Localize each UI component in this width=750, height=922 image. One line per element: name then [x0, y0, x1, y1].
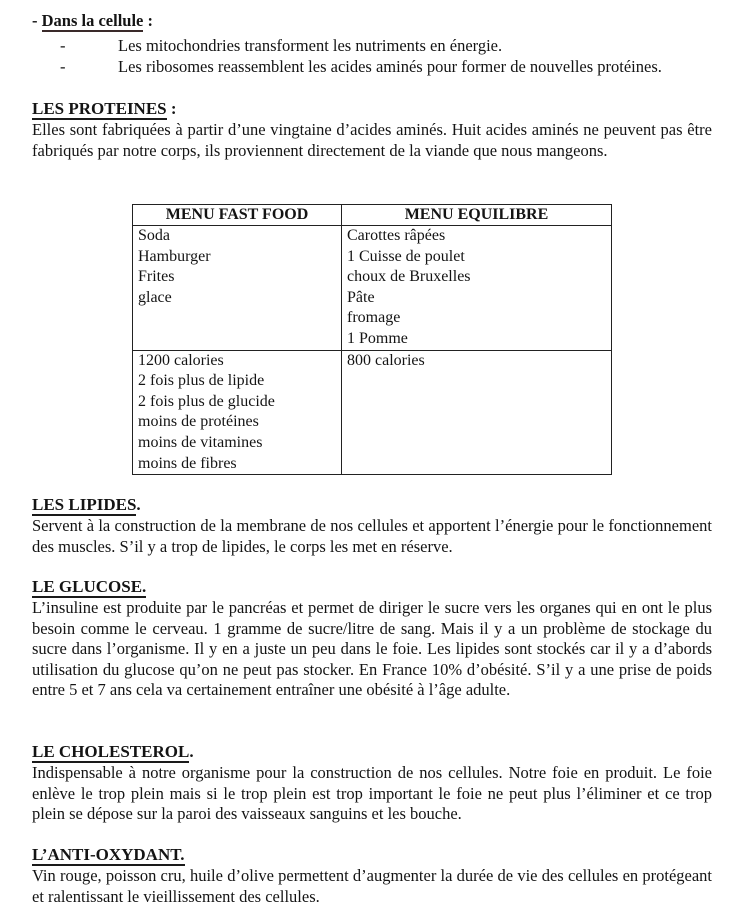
- section-title-proteines: [32, 99, 177, 120]
- menu-comparison-table: [132, 204, 612, 475]
- paragraph: Servent à la construction de la membrane de nos cellules et apportent l’énergie pour le fonctionnement des muscles. S’il y a trop de lipides, le corps les met en réserve.: [32, 516, 712, 556]
- cell-line: Carottes râpées: [347, 227, 446, 244]
- table-row: [133, 350, 612, 475]
- cell-line: 800 calories: [347, 351, 425, 369]
- column-header-equilibre: MENU EQUILIBRE: [342, 205, 612, 226]
- list-item: [60, 57, 662, 78]
- section-text-glucose: [32, 598, 712, 701]
- cell-line: 2 fois plus de lipide: [138, 372, 265, 390]
- table-row: [133, 226, 612, 351]
- section-text-lipides: [32, 516, 712, 557]
- intro-bullet-list: [60, 36, 662, 78]
- bullet-text: Les ribosomes reassemblent les acides aminés pour former de nouvelles protéines.: [118, 57, 662, 76]
- cell-line: moins de vitamines: [138, 433, 263, 451]
- paragraph: Vin rouge, poisson cru, huile d’olive permettent d’augmenter la durée de vie des cellules en protégeant et ralentissant le vieillissement des cellules.: [32, 866, 712, 906]
- list-item: [60, 36, 662, 57]
- table-cell-fast-food-facts: [133, 350, 342, 475]
- cell-line: fromage: [347, 309, 401, 327]
- section-title-lipides: [32, 495, 141, 516]
- section-title-suffix: :: [166, 99, 177, 118]
- cell-line: moins de fibres: [138, 454, 237, 472]
- section-title-antioxydant: [32, 845, 185, 866]
- paragraph: Elles sont fabriquées à partir d’une vingtaine d’acides aminés. Huit acides aminés ne peuvent pas être fabriqués par notre corps, ils proviennent directement de la viande que nous mangeons.: [32, 120, 712, 160]
- section-title-text: LE GLUCOSE.: [32, 577, 147, 596]
- bullet-dash: -: [60, 57, 66, 76]
- section-title-text: LES LIPIDES: [32, 495, 137, 514]
- cell-line: Soda: [138, 227, 170, 244]
- section-title-glucose: [32, 577, 146, 598]
- cell-line: 1 Pomme: [347, 329, 408, 347]
- column-header-fast-food: MENU FAST FOOD: [133, 205, 342, 226]
- section-title-text: LE CHOLESTEROL: [32, 742, 190, 761]
- bullet-dash: -: [60, 36, 66, 55]
- table-cell-equilibre-facts: [342, 350, 612, 475]
- cell-line: 2 fois plus de glucide: [138, 392, 275, 410]
- section-title-text: LES PROTEINES: [32, 99, 167, 118]
- cell-line: 1200 calories: [138, 351, 224, 369]
- section-title-cholesterol: [32, 742, 194, 763]
- table-cell-equilibre-items: [342, 226, 612, 351]
- section-text-proteines: [32, 120, 712, 161]
- section-title-text: L’ANTI-OXYDANT.: [32, 845, 185, 864]
- cell-line: Hamburger: [138, 247, 211, 265]
- intro-suffix: :: [143, 11, 153, 30]
- intro-heading-text: Dans la cellule: [41, 11, 144, 30]
- cell-line: Pâte: [347, 288, 375, 306]
- cell-line: 1 Cuisse de poulet: [347, 247, 465, 265]
- paragraph: L’insuline est produite par le pancréas et permet de diriger le sucre vers les organes qui en ont le plus besoin comme le cerveau. 1 gramme de sucre/litre de sang. Mais il y a un problème de stockage du sucre dans l’organisme. Il y en a juste un peu dans le foie. Les lipides sont stockés car il y a d’abords utilisation du glucose qu’on ne peut pas stocker. En France 10% d’obésité. S’il y a une prise de poids entre 5 et 7 ans cela va certainement entraîner une obésité à l’âge adulte.: [32, 598, 712, 699]
- table-cell-fast-food-items: [133, 226, 342, 351]
- cell-line: glace: [138, 288, 172, 306]
- section-text-cholesterol: [32, 763, 712, 825]
- intro-heading: [32, 11, 153, 32]
- bullet-text: Les mitochondries transforment les nutriments en énergie.: [118, 36, 503, 55]
- section-text-antioxydant: [32, 866, 712, 907]
- intro-prefix: -: [32, 11, 42, 30]
- section-title-suffix: .: [189, 742, 194, 761]
- table-header-row: [133, 205, 612, 226]
- section-title-suffix: .: [136, 495, 141, 514]
- cell-line: choux de Bruxelles: [347, 268, 471, 286]
- paragraph: Indispensable à notre organisme pour la construction de nos cellules. Notre foie en produit. Le foie enlève le trop plein mais si le trop plein est trop important le foie ne peut plus l’éliminer et ce trop plein se dépose sur la paroi des vaisseaux sanguins et les bouche.: [32, 763, 712, 823]
- cell-line: Frites: [138, 268, 175, 286]
- cell-line: moins de protéines: [138, 413, 259, 431]
